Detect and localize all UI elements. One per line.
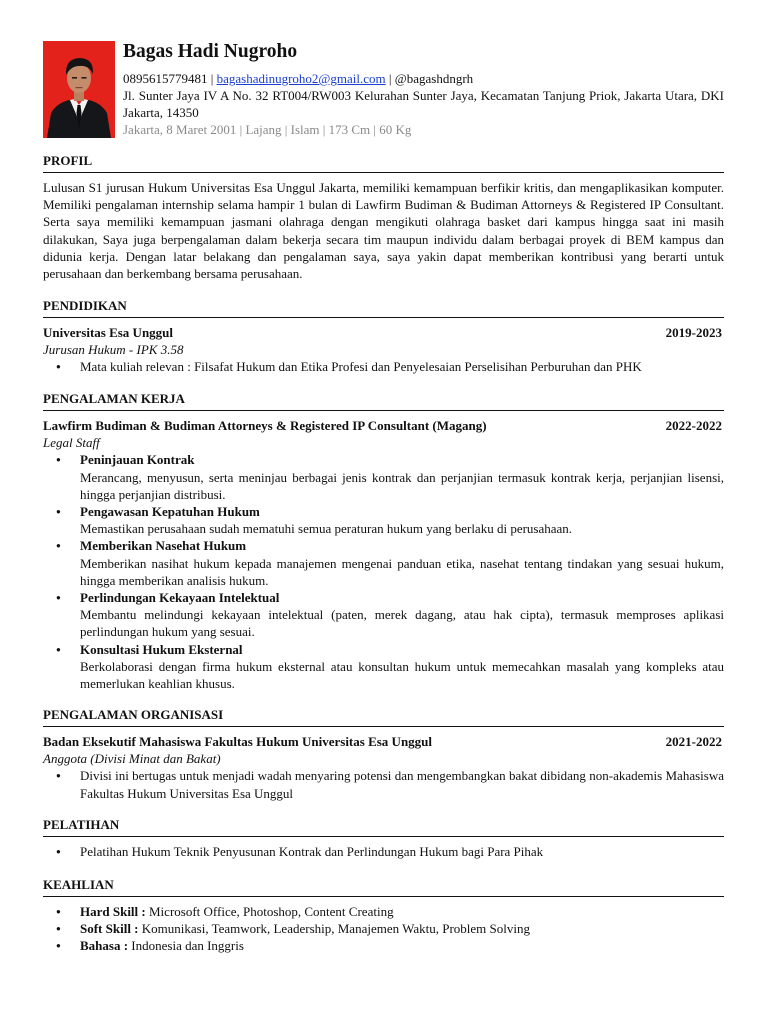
contact-separator: | bbox=[207, 71, 217, 86]
skill-value: Microsoft Office, Photoshop, Content Creating bbox=[145, 904, 394, 919]
work-date: 2022-2022 bbox=[665, 418, 722, 433]
skill-label: Bahasa : bbox=[80, 938, 129, 954]
institution-name: Universitas Esa Unggul bbox=[43, 325, 174, 340]
organization-date: 2021-2022 bbox=[665, 734, 722, 749]
duty-title: ● Konsultasi Hukum Eksternal bbox=[80, 641, 243, 657]
duty-description: Memberikan nasihat hukum kepada manajemen mengenai panduan etika, nasehat tentang tindakan yang sesuai hukum, hingga memberikan analisis hukum. bbox=[80, 555, 724, 588]
list-item: ● Mata kuliah relevan : Filsafat Hukum dan Etika Profesi dan Penyelesaian Perselisihan Perburuhan dan PHK bbox=[43, 358, 724, 375]
section-profil bbox=[43, 153, 724, 282]
full-name: Bagas Hadi Nugroho bbox=[123, 41, 298, 62]
education-entry-header bbox=[43, 324, 724, 341]
duty-description: Berkolaborasi dengan firma hukum eksternal atau konsultan hukum untuk memecahkan masalah yang kompleks atau memerlukan keahlian khusus. bbox=[80, 658, 724, 692]
organization-entry-header bbox=[43, 733, 724, 750]
section-pengalaman-organisasi bbox=[43, 707, 724, 802]
training-list bbox=[43, 843, 724, 860]
section-title: PENDIDIKAN bbox=[43, 298, 724, 318]
list-item bbox=[43, 641, 724, 693]
personal-info: Jakarta, 8 Maret 2001 | Lajang | Islam | 173 Cm | 60 Kg bbox=[123, 122, 412, 137]
duty-description: Memastikan perusahaan sudah mematuhi semua peraturan hukum yang berlaku di perusahaan. bbox=[80, 521, 573, 537]
list-item: ● Pelatihan Hukum Teknik Penyusunan Kontrak dan Perlindungan Hukum bagi Para Pihak bbox=[43, 843, 724, 860]
phone-number: 0895615779481 bbox=[123, 71, 208, 86]
contact-line bbox=[123, 70, 724, 87]
list-item bbox=[43, 589, 724, 641]
skill-label: Soft Skill : bbox=[80, 921, 139, 937]
section-title: PENGALAMAN ORGANISASI bbox=[43, 707, 724, 727]
duty-title: ● Perlindungan Kekayaan Intelektual bbox=[80, 590, 280, 606]
header bbox=[123, 40, 724, 138]
section-title: PROFIL bbox=[43, 153, 724, 173]
duty-description: Membantu melindungi kekayaan intelektual (paten, merek dagang, atau hak cipta), termasuk memproses aplikasi perlindungan hukum yang sesuai. bbox=[80, 607, 724, 640]
duty-description: Merancang, menyusun, serta meninjau berbagai jenis kontrak dan perjanjian termasuk kontrak kerja, perjanjian lisensi, hingga perjanjian distribusi. bbox=[80, 469, 724, 502]
email-link[interactable]: bagashadinugroho2@gmail.com bbox=[216, 71, 386, 86]
organization-role: Anggota (Divisi Minat dan Bakat) bbox=[43, 751, 221, 767]
work-duties bbox=[43, 451, 724, 692]
profile-photo bbox=[43, 41, 115, 138]
list-item bbox=[43, 937, 724, 954]
list-item: ● Divisi ini bertugas untuk menjadi wadah menyaring potensi dan mengembangkan bakat dibidang non-akademis Mahasiswa Fakultas Hukum Universitas Esa Unggul bbox=[43, 767, 724, 801]
list-item bbox=[43, 451, 724, 503]
duty-title: ● Peninjauan Kontrak bbox=[80, 452, 195, 468]
section-title: KEAHLIAN bbox=[43, 877, 724, 897]
section-pendidikan bbox=[43, 298, 724, 376]
social-handle: @bagashdngrh bbox=[394, 71, 474, 86]
work-entry-header bbox=[43, 417, 724, 434]
duty-title: ● Memberikan Nasehat Hukum bbox=[80, 538, 247, 554]
profile-summary: Lulusan S1 jurusan Hukum Universitas Esa Unggul Jakarta, memiliki kemampuan berfikir kritis, dan mengaplikasikan komputer. Memiliki pengalaman internship selama hampir 1 bulan di Lawfirm Budiman & Budiman Attorneys & Registered IP Consultant. Serta saya memiliki kemampuan jasmani olahraga dengan mengikuti olahraga basket dari kampus hingga saat ini masih dilakukan, Saya juga berpengalaman dalam bekerja secara tim maupun individu dalam berbagai proyek di BEM kampus dan didunia kerja. Dengan latar belakang dan pengalaman saya, saya yakin dapat memberikan kontribusi yang berarti untuk perusahaan dan berkembang bersama perusahaan. bbox=[43, 180, 724, 282]
work-role: Legal Staff bbox=[43, 435, 100, 451]
organization-name: Badan Eksekutif Mahasiswa Fakultas Hukum Universitas Esa Unggul bbox=[43, 734, 433, 749]
address: Jl. Sunter Jaya IV A No. 32 RT004/RW003 Kelurahan Sunter Jaya, Kecamatan Tanjung Priok, Jakarta Utara, DKI Jakarta, 14350 bbox=[123, 88, 724, 120]
list-item bbox=[43, 537, 724, 589]
section-pengalaman-kerja bbox=[43, 391, 724, 692]
skills-list bbox=[43, 903, 724, 955]
section-pelatihan bbox=[43, 817, 724, 860]
skill-label: Hard Skill : bbox=[80, 904, 146, 919]
education-bullets bbox=[43, 358, 724, 375]
education-date: 2019-2023 bbox=[665, 325, 722, 340]
section-title: PENGALAMAN KERJA bbox=[43, 391, 724, 411]
list-item bbox=[43, 903, 724, 920]
organization-bullets bbox=[43, 767, 724, 801]
skill-value: Indonesia dan Inggris bbox=[128, 938, 244, 954]
contact-separator: | bbox=[385, 71, 395, 86]
company-name: Lawfirm Budiman & Budiman Attorneys & Registered IP Consultant (Magang) bbox=[43, 418, 487, 433]
education-major: Jurusan Hukum - IPK 3.58 bbox=[43, 342, 184, 358]
skill-value: Komunikasi, Teamwork, Leadership, Manajemen Waktu, Problem Solving bbox=[138, 921, 530, 937]
list-item bbox=[43, 503, 724, 537]
duty-title: ● Pengawasan Kepatuhan Hukum bbox=[80, 504, 260, 520]
list-item bbox=[43, 920, 724, 937]
section-keahlian bbox=[43, 877, 724, 955]
section-title: PELATIHAN bbox=[43, 817, 724, 837]
